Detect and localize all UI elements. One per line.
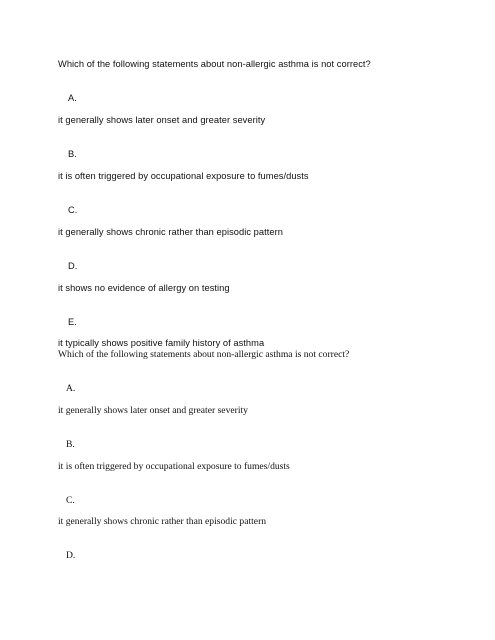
option-letter-c: C. [68,205,78,215]
option-text-a-serif: it generally shows later onset and greater severity [58,405,248,416]
option-letter-b: B. [68,149,77,159]
option-text-b-serif: it is often triggered by occupational exposure to fumes/dusts [58,461,290,472]
option-letter-d: D. [68,261,78,271]
option-letter-b-serif: B. [66,439,75,450]
option-letter-a: A. [68,93,77,103]
option-text-c-serif: it generally shows chronic rather than episodic pattern [58,516,267,527]
question-text-serif: Which of the following statements about non-allergic asthma is not correct? [58,349,350,360]
option-text-a: it generally shows later onset and greater severity [58,115,266,125]
option-text-c: it generally shows chronic rather than episodic pattern [58,227,283,237]
option-text-b: it is often triggered by occupational exposure to fumes/dusts [58,171,309,181]
option-letter-a-serif: A. [66,383,76,394]
option-letter-c-serif: C. [66,495,75,506]
option-letter-d-serif: D. [66,550,76,561]
option-letter-e: E. [68,317,77,327]
option-text-d: it shows no evidence of allergy on testing [58,283,230,293]
question-text: Which of the following statements about non-allergic asthma is not correct? [58,59,371,69]
option-text-e: it typically shows positive family history of asthma [58,338,265,348]
